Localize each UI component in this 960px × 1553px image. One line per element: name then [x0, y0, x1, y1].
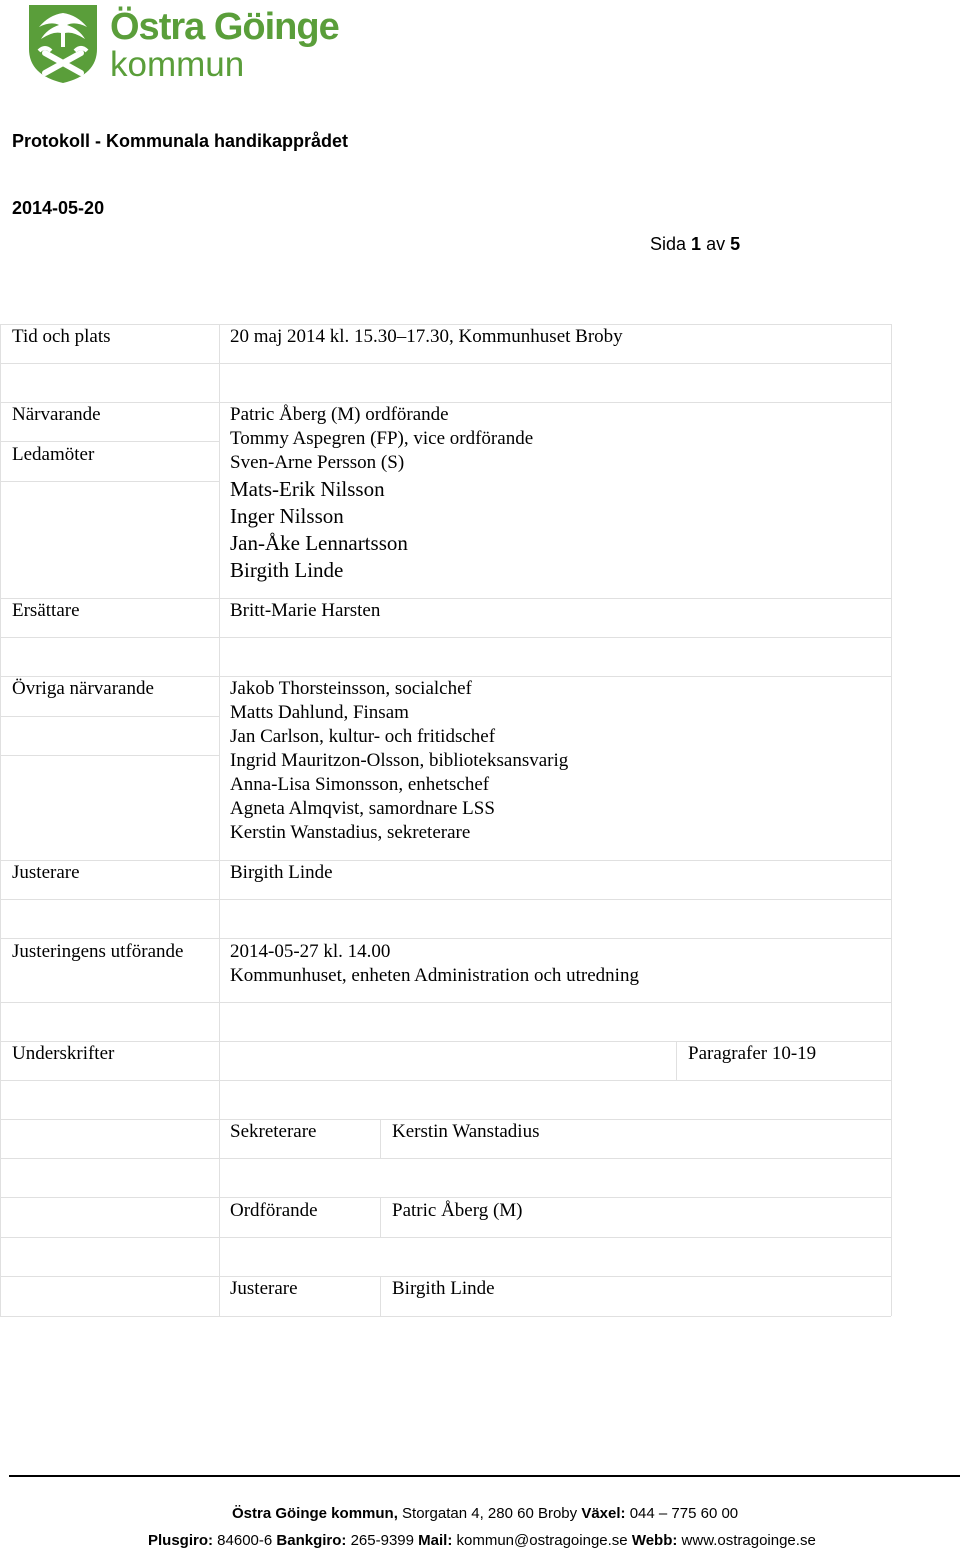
- attendee-name: Jakob Thorsteinsson, socialchef: [230, 678, 472, 699]
- logo-text-name: Östra Göinge: [110, 6, 339, 48]
- signatures-label: Underskrifter: [12, 1043, 115, 1064]
- logo-text-kommun: kommun: [110, 45, 245, 84]
- member-name: Tommy Aspegren (FP), vice ordförande: [230, 428, 534, 449]
- adjuster-value: Birgith Linde: [230, 862, 333, 883]
- footer-web-value[interactable]: www.ostragoinge.se: [677, 1532, 816, 1549]
- attendee-name: Kerstin Wanstadius, sekreterare: [230, 822, 471, 843]
- members-extra-list: [230, 476, 408, 584]
- member-name: Sven-Arne Persson (S): [230, 452, 405, 473]
- others-list: [230, 677, 568, 845]
- time-place-value: 20 maj 2014 kl. 15.30–17.30, Kommunhuset Broby: [230, 326, 623, 347]
- attendee-name: Agneta Almqvist, samordnare LSS: [230, 798, 495, 819]
- footer-web-label: Webb:: [631, 1532, 678, 1549]
- signature-name: Patric Åberg (M): [392, 1200, 523, 1221]
- footer-address-line: [232, 1505, 738, 1522]
- member-name: Jan-Åke Lennartsson: [230, 531, 408, 555]
- document-date: 2014-05-20: [12, 198, 105, 218]
- footer-bankgiro-value: 265-9399: [346, 1532, 419, 1549]
- footer-org: Östra Göinge kommun,: [232, 1505, 398, 1522]
- members-list: [230, 403, 533, 475]
- member-name: Mats-Erik Nilsson: [230, 477, 385, 501]
- footer-mail-label: Mail:: [418, 1532, 453, 1549]
- footer-contact-line: [148, 1532, 816, 1549]
- coat-of-arms-icon: [27, 3, 99, 85]
- footer-mail-value[interactable]: kommun@ostragoinge.se: [452, 1532, 632, 1549]
- adjustment-location: Kommunhuset, enheten Administration och utredning: [230, 965, 639, 986]
- attendee-name: Ingrid Mauritzon-Olsson, biblioteksansvarig: [230, 750, 569, 771]
- present-label: Närvarande: [12, 404, 101, 425]
- signature-name: Kerstin Wanstadius: [392, 1121, 540, 1142]
- page-indicator: [650, 234, 740, 255]
- signature-role: Ordförande: [230, 1200, 318, 1221]
- time-place-label: Tid och plats: [12, 326, 111, 347]
- page-current: 1: [691, 234, 702, 254]
- footer-plusgiro-label: Plusgiro:: [148, 1532, 214, 1549]
- adjuster-label: Justerare: [12, 862, 80, 883]
- footer-divider: [9, 1475, 960, 1477]
- member-name: Patric Åberg (M) ordförande: [230, 404, 449, 425]
- attendee-name: Anna-Lisa Simonsson, enhetschef: [230, 774, 490, 795]
- attendee-name: Jan Carlson, kultur- och fritidschef: [230, 726, 496, 747]
- substitutes-label: Ersättare: [12, 600, 80, 621]
- signature-name: Birgith Linde: [392, 1278, 495, 1299]
- adjustment-value: [230, 940, 639, 988]
- signature-role: Sekreterare: [230, 1121, 317, 1142]
- page-middle: av: [706, 234, 726, 254]
- adjustment-datetime: 2014-05-27 kl. 14.00: [230, 941, 391, 962]
- footer-switch-label: Växel:: [581, 1505, 626, 1522]
- footer-bankgiro-label: Bankgiro:: [276, 1532, 347, 1549]
- adjustment-label: Justeringens utförande: [12, 941, 184, 962]
- footer-plusgiro-value: 84600-6: [213, 1532, 277, 1549]
- others-label: Övriga närvarande: [12, 678, 154, 699]
- member-name: Inger Nilsson: [230, 504, 344, 528]
- signature-role: Justerare: [230, 1278, 298, 1299]
- paragraphs-range: Paragrafer 10-19: [688, 1043, 817, 1064]
- attendee-name: Matts Dahlund, Finsam: [230, 702, 409, 723]
- document-title: Protokoll - Kommunala handikapprådet: [12, 131, 349, 151]
- municipality-logo: [27, 3, 367, 87]
- footer-switch-value: 044 – 775 60 00: [625, 1505, 739, 1522]
- members-label: Ledamöter: [12, 444, 95, 465]
- footer-address: Storgatan 4, 280 60 Broby: [397, 1505, 582, 1522]
- member-name: Birgith Linde: [230, 558, 344, 582]
- substitutes-value: Britt-Marie Harsten: [230, 600, 381, 621]
- page-prefix: Sida: [650, 234, 687, 254]
- page-total: 5: [730, 234, 741, 254]
